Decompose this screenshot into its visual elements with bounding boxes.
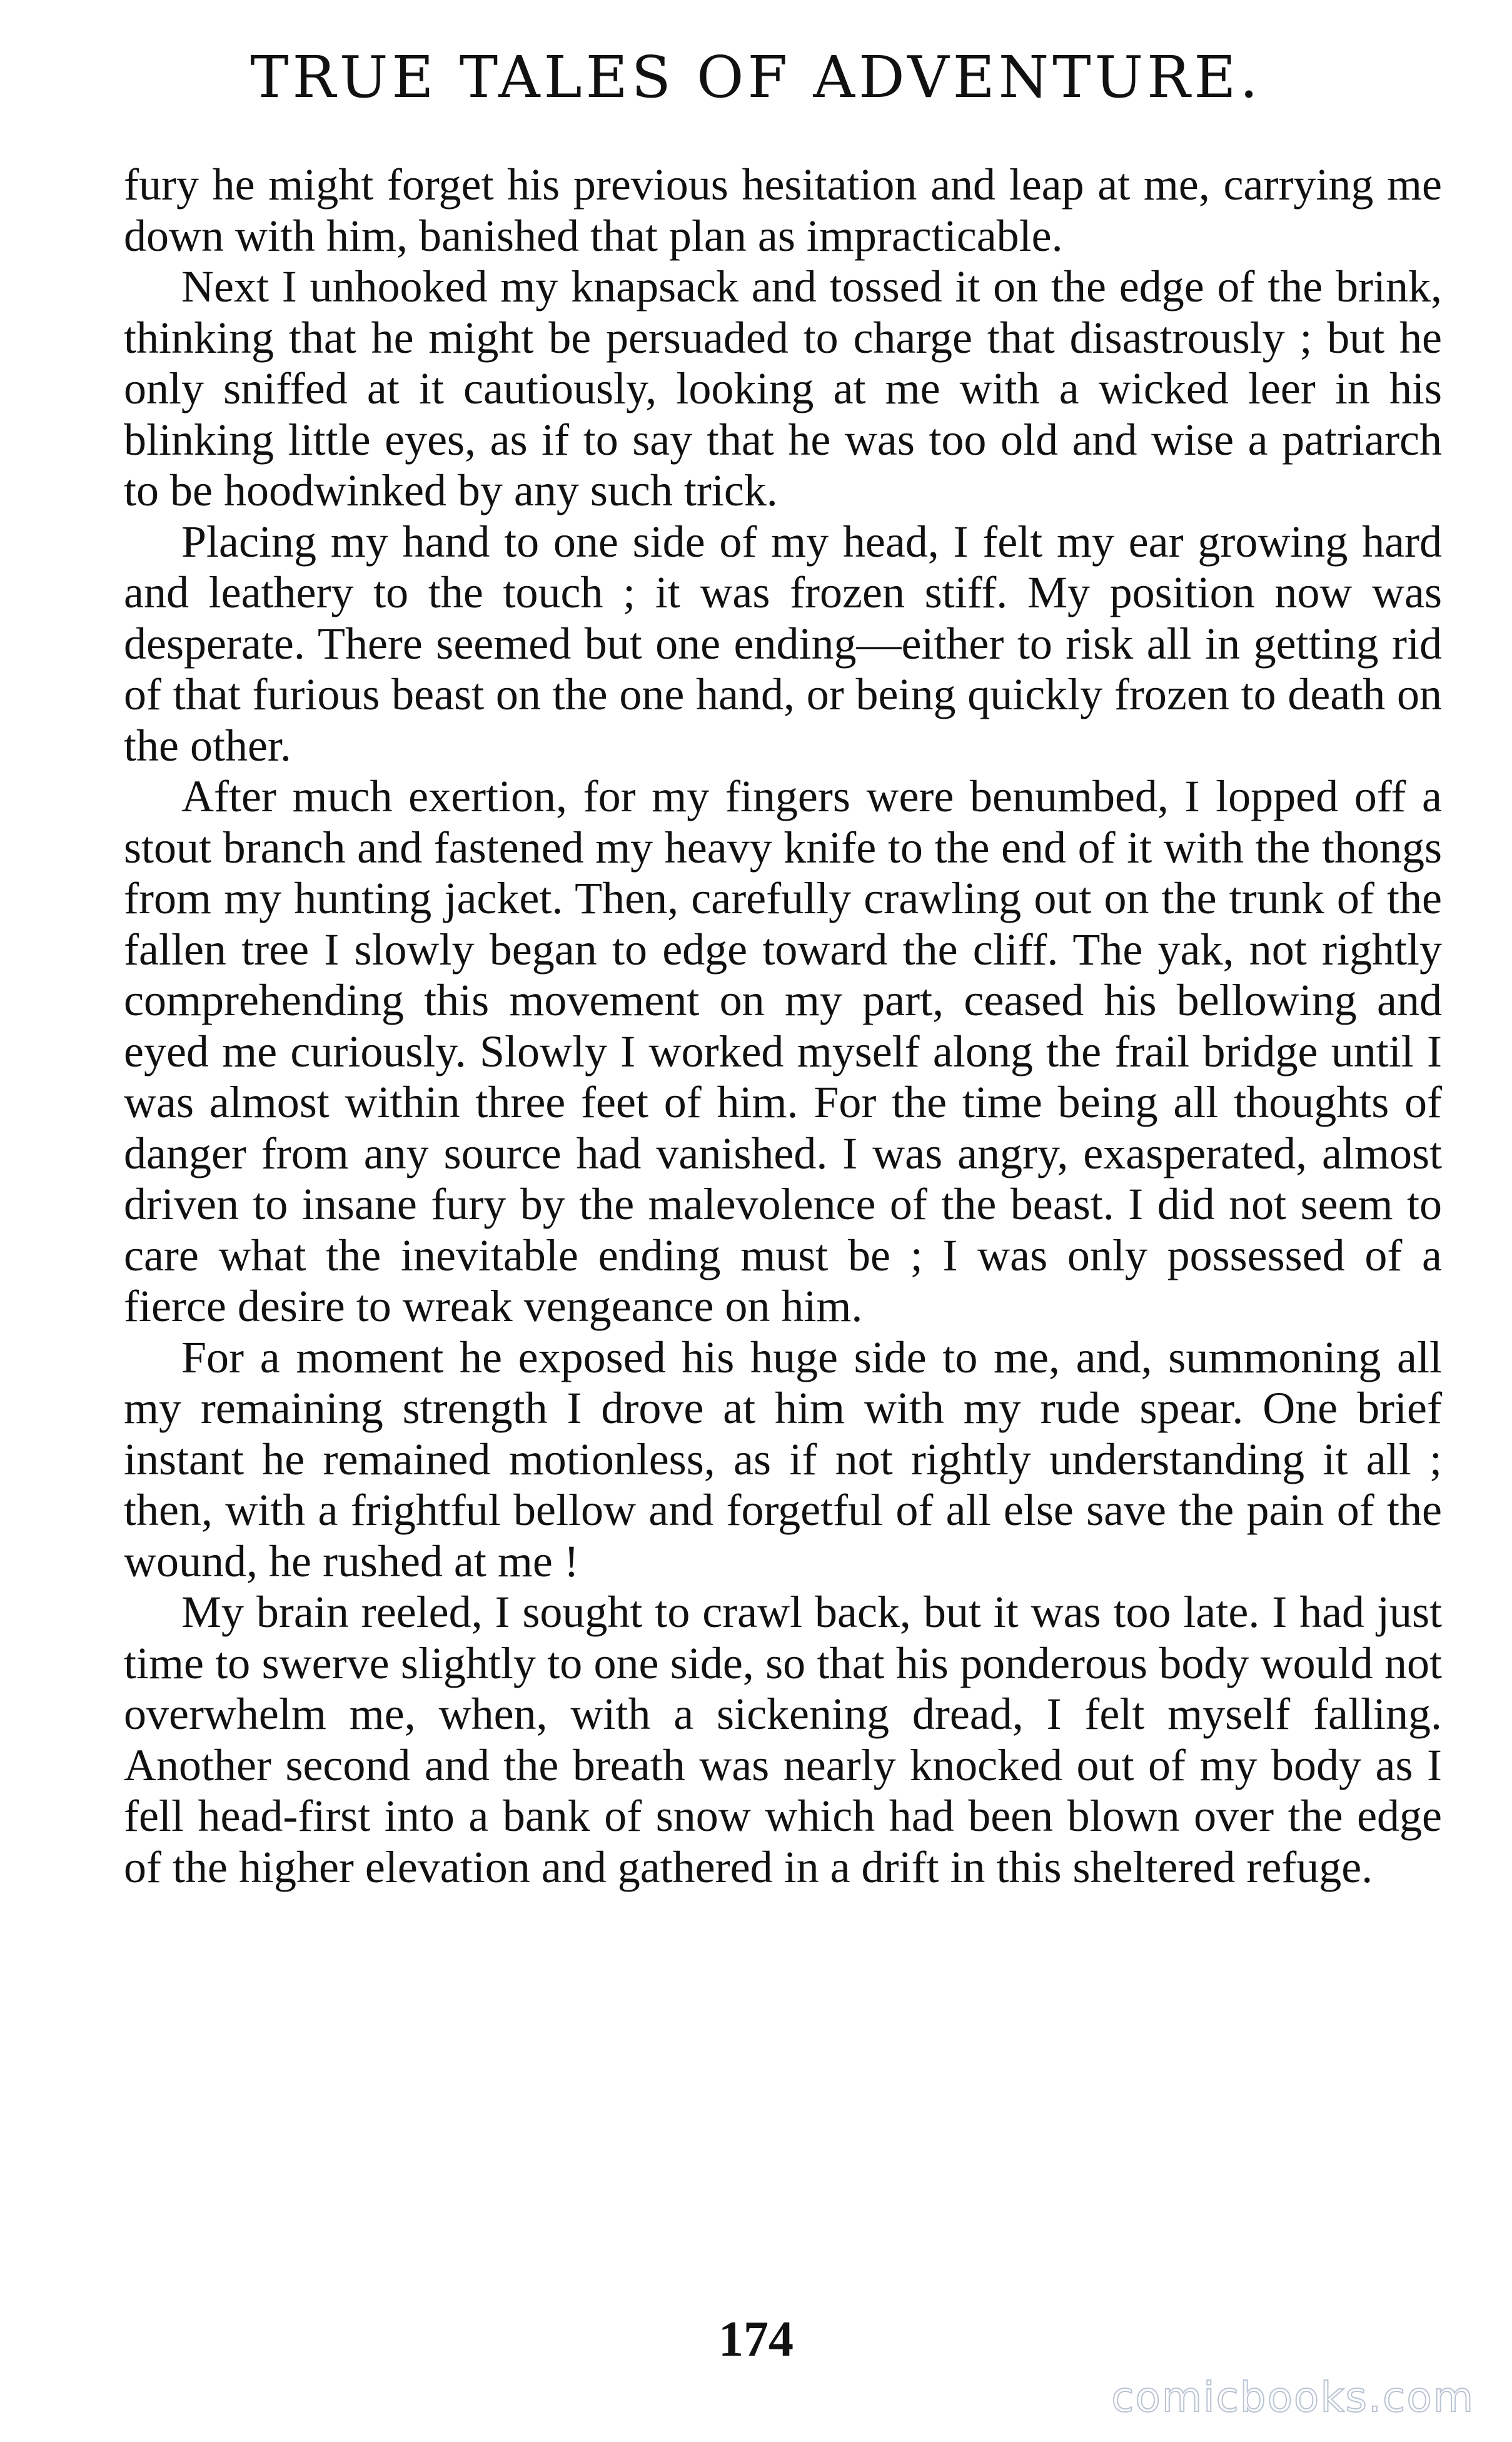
paragraph-6: My brain reeled, I sought to crawl back, but it was too late. I had just time to swerve slightly to one side, so that his ponderous body would not overwhelm me, when, with a sickening dread, I felt myself falling. Another second and the breath was nearly knocked out of my body as I fell head-first into a bank of snow which had been blown over the edge of the higher elevation and gathered in a drift in this sheltered refuge. xyxy=(124,1587,1442,1892)
paragraph-3: Placing my hand to one side of my head, I felt my ear growing hard and leathery to the touch ; it was frozen stiff. My position now was desperate. There seemed but one ending—either to risk all in getting rid of that furious beast on the one hand, or being quickly frozen to death on the other. xyxy=(124,516,1442,771)
paragraph-4: After much exertion, for my fingers were benumbed, I lopped off a stout branch and fastened my heavy knife to the end of it with the thongs from my hunting jacket. Then, carefully crawling out on the trunk of the fallen tree I slowly began to edge toward the cliff. The yak, not rightly comprehending this movement on my part, ceased his bellowing and eyed me curiously. Slowly I worked myself along the frail bridge until I was almost within three feet of him. For the time being all thoughts of danger from any source had vanished. I was angry, exasperated, almost driven to insane fury by the malevolence of the beast. I did not seem to care what the inevitable ending must be ; I was only possessed of a fierce desire to wreak vengeance on him. xyxy=(124,771,1442,1331)
body-text xyxy=(124,160,1442,1893)
watermark: comicbooks.com xyxy=(1111,2373,1474,2421)
paragraph-1: fury he might forget his previous hesitation and leap at me, carrying me down with him, banished that plan as impracticable. xyxy=(124,160,1442,261)
paragraph-5: For a moment he exposed his huge side to me, and, summoning all my remaining strength I drove at him with my rude spear. One brief instant he remained motionless, as if not rightly understanding it all ; then, with a frightful bellow and forgetful of all else save the pain of the wound, he rushed at me ! xyxy=(124,1332,1442,1586)
paragraph-2: Next I unhooked my knapsack and tossed it on the edge of the brink, thinking that he might be persuaded to charge that disastrously ; but he only sniffed at it cautiously, looking at me with a wicked leer in his blinking little eyes, as if to say that he was too old and wise a patriarch to be hoodwinked by any such trick. xyxy=(124,261,1442,515)
page-number: 174 xyxy=(718,2312,794,2367)
running-header: TRUE TALES OF ADVENTURE. xyxy=(250,44,1262,111)
